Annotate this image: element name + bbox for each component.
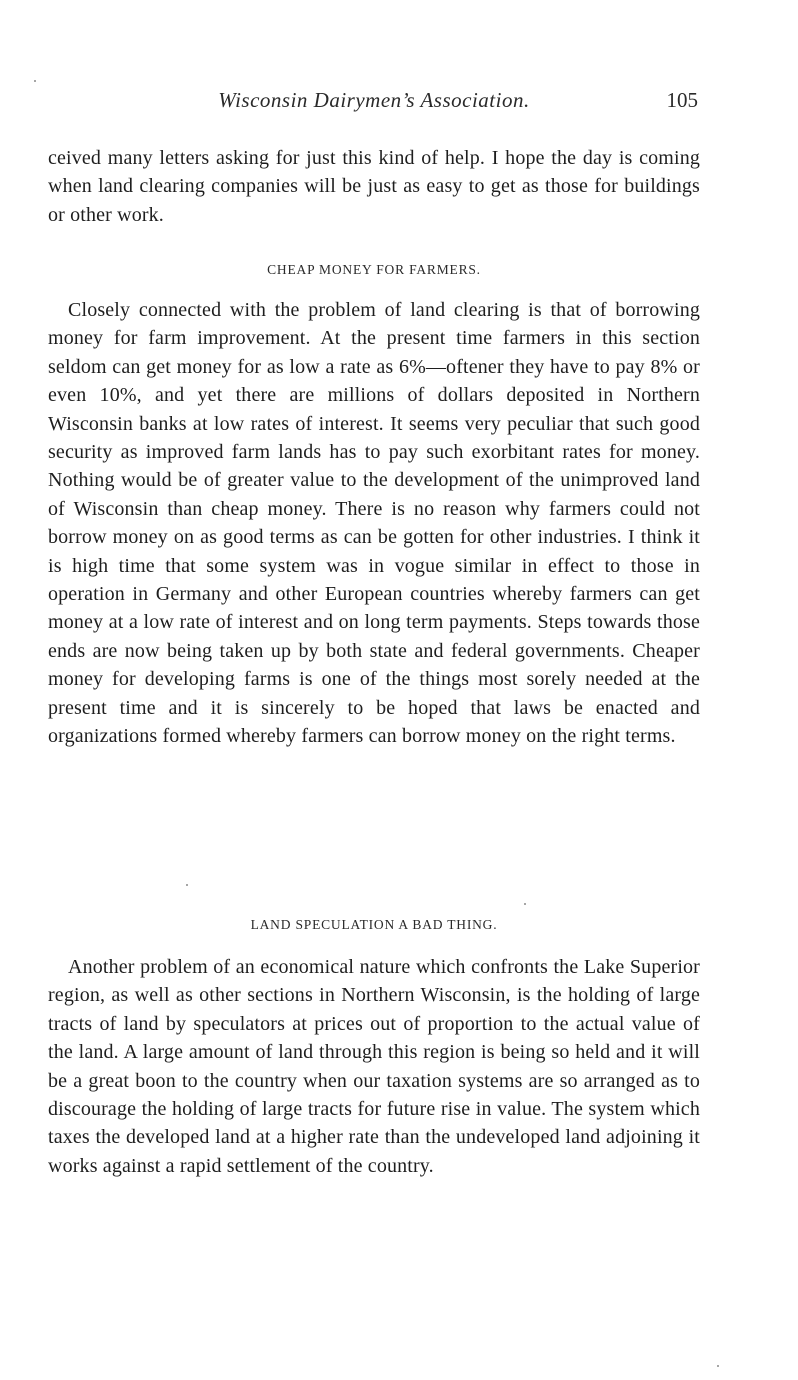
running-header bbox=[48, 88, 700, 118]
section-heading-land-speculation: LAND SPECULATION A BAD THING. bbox=[250, 917, 498, 932]
page-number: 105 bbox=[666, 88, 698, 112]
paragraph-continued bbox=[48, 144, 700, 229]
paper-speck bbox=[186, 884, 188, 886]
paragraph-cheap-money bbox=[48, 296, 700, 751]
paragraph-text: ceived many letters asking for just this kind of help. I hope the day is coming when land clearing companies will be just as easy to get as those for buildings or other work. bbox=[48, 147, 700, 226]
section-heading-cheap-money: CHEAP MONEY FOR FARMERS. bbox=[267, 262, 481, 277]
running-title: Wisconsin Dairymen’s Association. bbox=[218, 88, 530, 112]
paragraph-land-speculation bbox=[48, 953, 700, 1180]
paper-speck bbox=[524, 903, 526, 905]
paragraph-text: Closely connected with the problem of land clearing is that of borrowing money for farm improvement. At the present time farmers in this section seldom can get money for as low a rate as 6%—oftener they have to pay 8% or even 10%, and yet there are millions of dollars deposited in Northern Wisconsin banks at low rates of interest. It seems very peculiar that such good security as improved farm lands has to pay such exorbitant rates for money. Nothing would be of greater value to the development of the unimproved land of Wisconsin than cheap money. There is no reason why farmers could not borrow money on as good terms as can be gotten for other industries. I think it is high time that some system was in vogue similar in effect to those in operation in Germany and other European countries whereby farmers can get money at a low rate of interest and on long term payments. Steps towards those ends are now being taken up by both state and federal governments. Cheaper money for developing farms is one of the things most sorely needed at the present time and it is sincerely to be hoped that laws be enacted and organizations formed whereby farmers can borrow money on the right terms. bbox=[48, 299, 700, 748]
paper-speck bbox=[34, 80, 36, 82]
paper-speck bbox=[717, 1365, 719, 1367]
paragraph-text: Another problem of an economical nature which confronts the Lake Superior region, as well as other sections in Northern Wisconsin, is the holding of large tracts of land by speculators at prices out of proportion to the actual value of the land. A large amount of land through this region is being so held and it will be a great boon to the country when our taxation systems are so arranged as to discourage the holding of large tracts for future rise in value. The system which taxes the developed land at a higher rate than the undeveloped land adjoining it works against a rapid settlement of the country. bbox=[48, 956, 700, 1177]
